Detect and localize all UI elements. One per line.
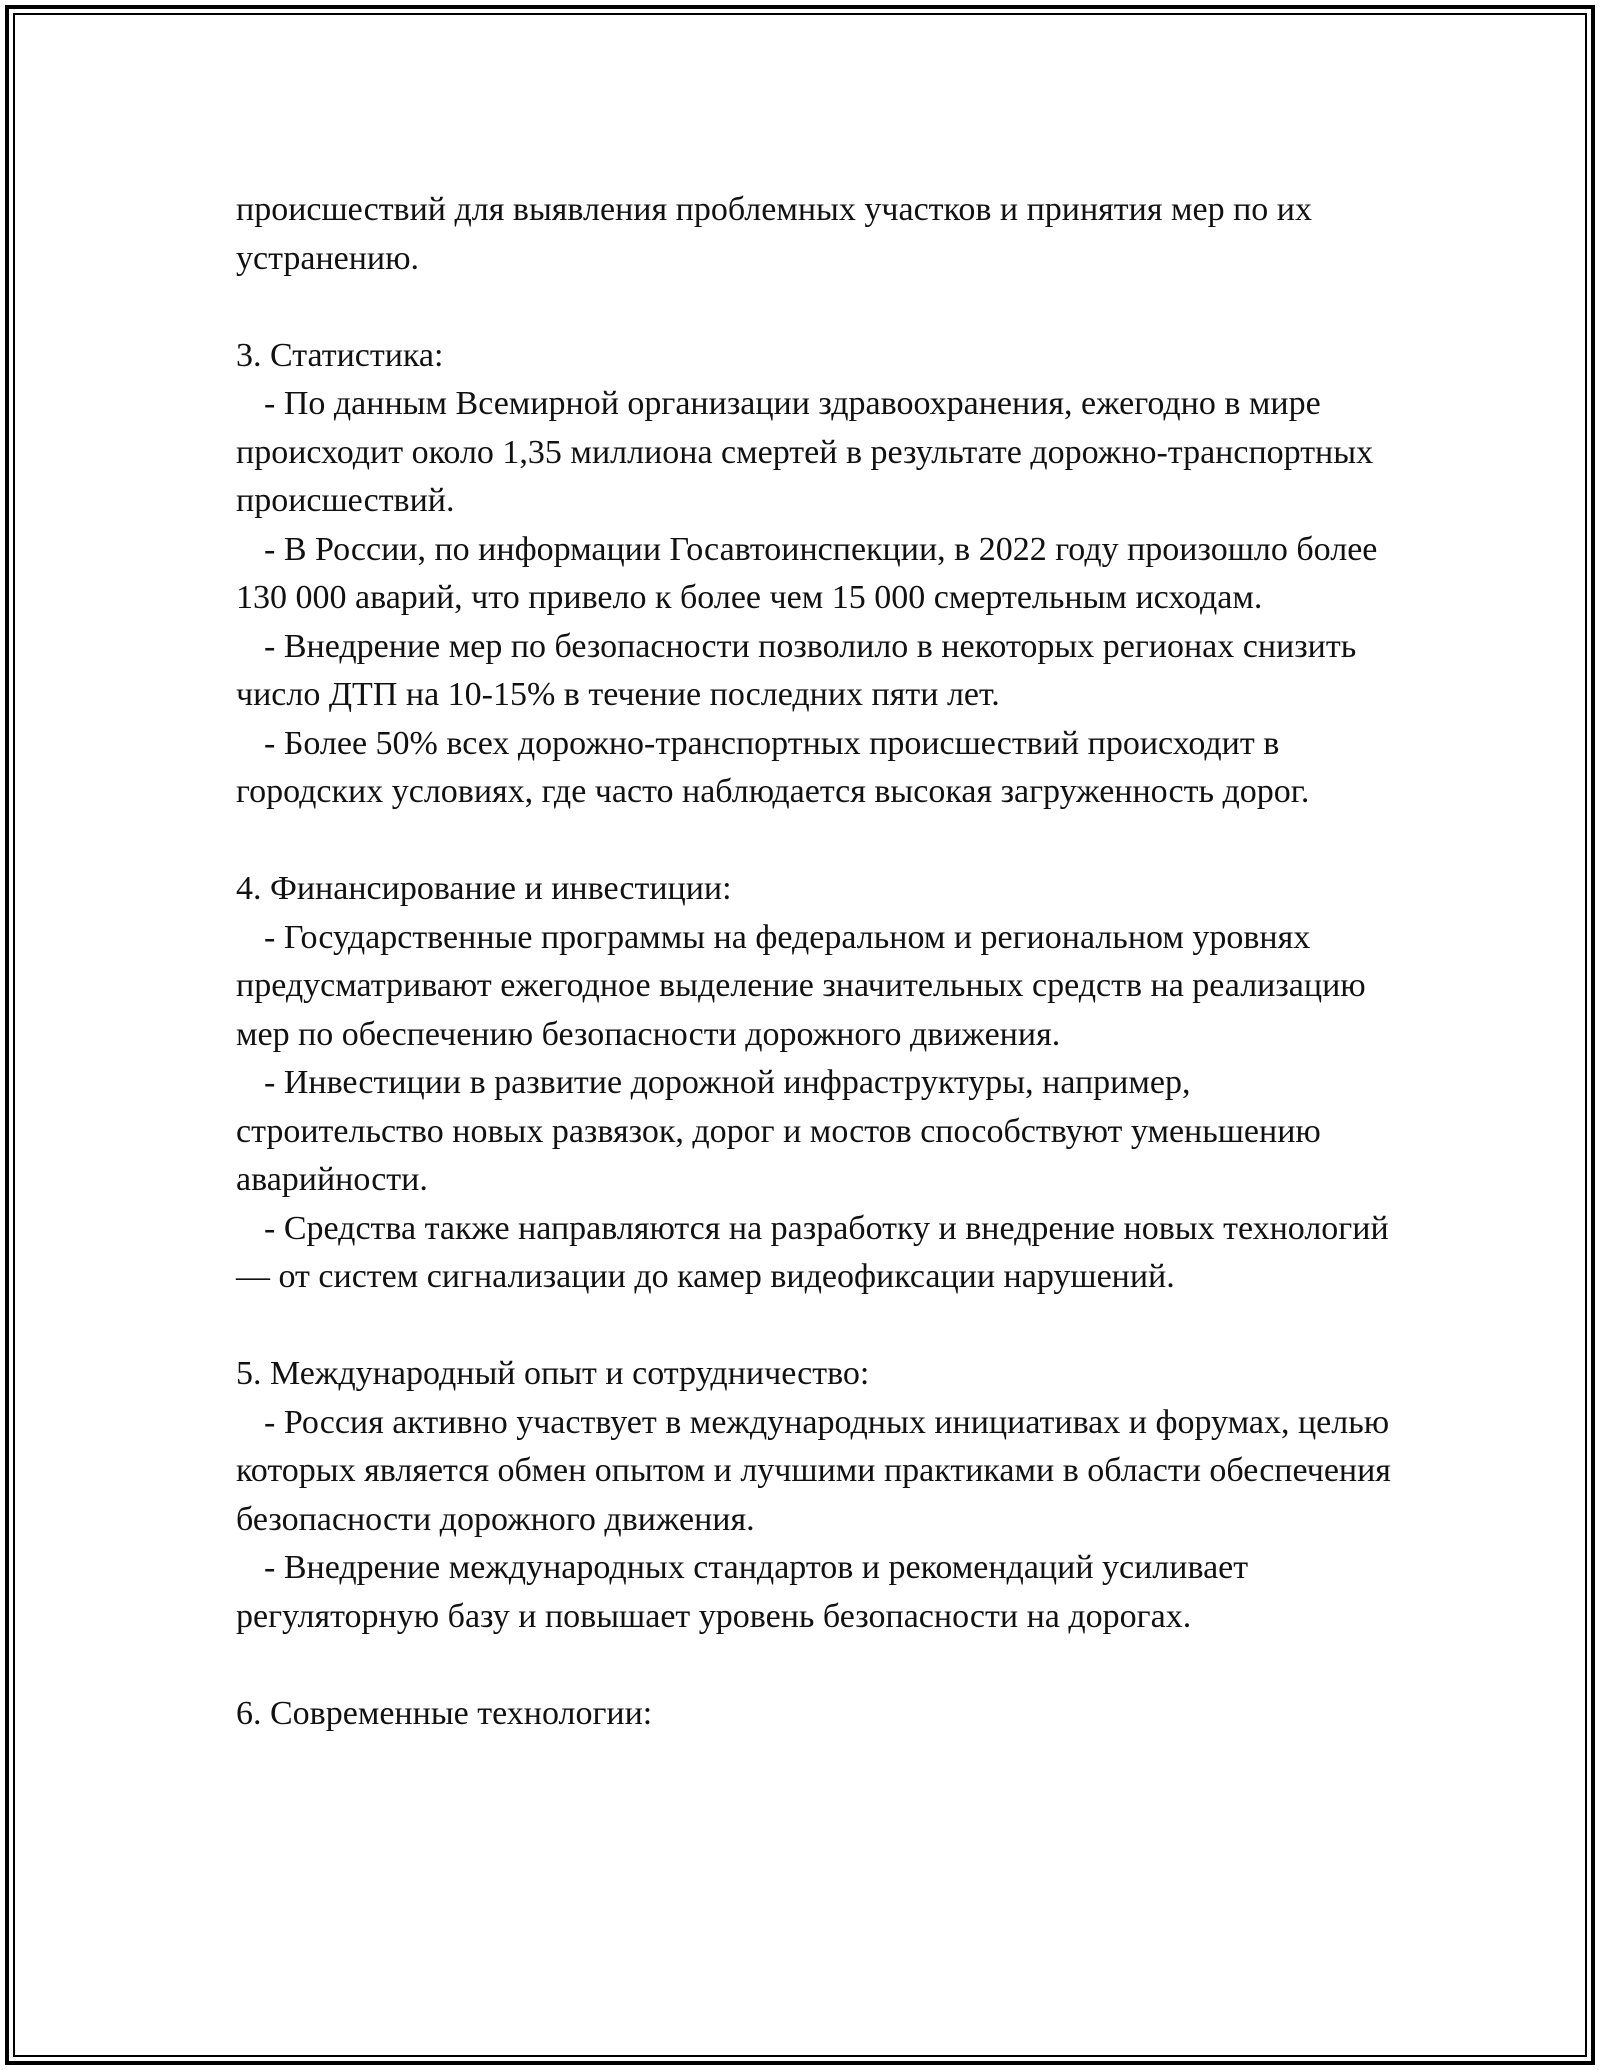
bullet-item: - По данным Всемирной организации здравоохранения, ежегодно в мире происходит около 1,35 миллиона смертей в результате дорожно-транспортных происшествий. [236,385,1374,519]
bullet-item: - В России, по информации Госавтоинспекции, в 2022 году произошло более 130 000 аварий, что привело к более чем 15 000 смертельным исходам. [236,530,1378,616]
bullet-item: - Средства также направляются на разработку и внедрение новых технологий — от систем сигнализации до камер видеофиксации нарушений. [236,1209,1389,1295]
bullet-item: - Россия активно участвует в международных инициативах и форумах, целью которых является обмен опытом и лучшими практиками в области обеспечения безопасности дорожного движения. [236,1403,1391,1538]
bullet-item: - Более 50% всех дорожно-транспортных происшествий происходит в городских условиях, где часто наблюдается высокая загруженность дорог. [236,724,1310,810]
paragraph-gap [236,283,1396,332]
bullet-item: - Государственные программы на федеральном и региональном уровнях предусматривают ежегодное выделение значительных средств на реализацию мер по обеспечению безопасности дорожного движения. [236,918,1366,1053]
bullet-item: - Инвестиции в развитие дорожной инфраструктуры, например, строительство новых развязок, дорог и мостов способствуют уменьшению аварийности. [236,1064,1321,1198]
paragraph-gap [236,1641,1396,1690]
paragraph-gap [236,1302,1396,1351]
bullet-item: - Внедрение международных стандартов и рекомендаций усиливает регуляторную базу и повышает уровень безопасности на дорогах. [236,1549,1249,1635]
bullet-item: - Внедрение мер по безопасности позволило в некоторых регионах снизить число ДТП на 10-15% в течение последних пяти лет. [236,627,1357,713]
intro-continuation: происшествий для выявления проблемных участков и принятия мер по их устранению. [236,191,1312,277]
document-body [236,186,1396,1738]
paragraph-gap [236,817,1396,866]
section-heading-financing: 4. Финансирование и инвестиции: [236,870,732,907]
section-heading-technologies: 6. Современные технологии: [236,1694,653,1732]
section-heading-statistics: 3. Статистика: [236,336,444,374]
section-heading-international: 5. Международный опыт и сотрудничество: [236,1355,870,1392]
